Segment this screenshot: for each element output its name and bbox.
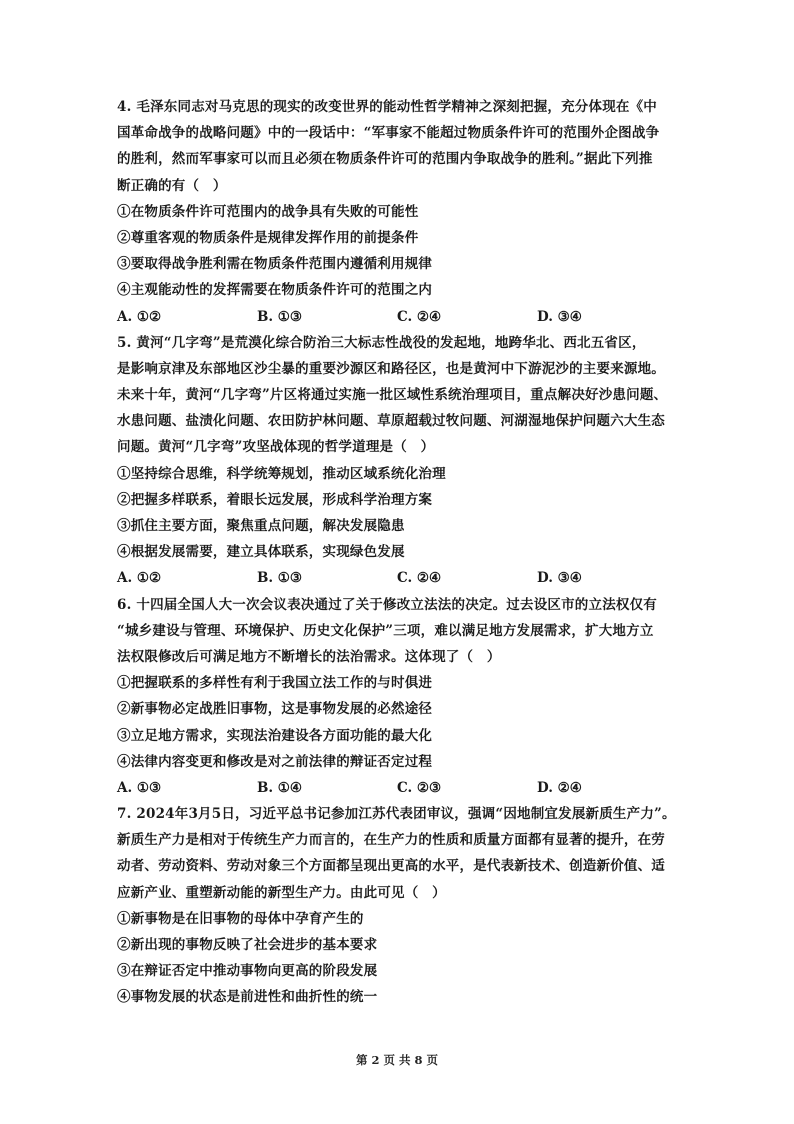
option-a: A. ①③ <box>117 779 162 796</box>
statement-item: ④事物发展的状态是前进性和曲折性的统一 <box>117 989 378 1006</box>
statement-item: ②把握多样联系，着眼长远发展，形成科学治理方案 <box>117 491 433 508</box>
statement-item: ①新事物是在旧事物的母体中孕育产生的 <box>117 910 364 927</box>
option-d: D. ③④ <box>537 570 582 587</box>
question-stem-line: 未来十年，黄河“几字弯”片区将通过实施一批区域性系统治理项目，重点解决好沙患问题、 <box>117 387 668 404</box>
statement-item: ④法律内容变更和修改是对之前法律的辩证否定过程 <box>117 753 433 770</box>
question-5 <box>117 330 677 592</box>
option-d: D. ③④ <box>537 308 582 325</box>
statement-item: ①在物质条件许可范围内的战争具有失败的可能性 <box>117 203 419 220</box>
statement-item: ③要取得战争胜利需在物质条件范围内遵循利用规律 <box>117 256 433 273</box>
statement-item: ④主观能动性的发挥需要在物质条件许可的范围之内 <box>117 282 433 299</box>
option-c: C. ②③ <box>397 779 442 796</box>
statement-item: ④根据发展需要，建立具体联系，实现绿色发展 <box>117 544 405 561</box>
question-list <box>117 94 677 1011</box>
question-4 <box>117 94 677 330</box>
option-b: B. ①③ <box>257 570 303 587</box>
option-a: A. ①② <box>117 570 162 587</box>
answer-options <box>117 304 677 330</box>
answer-options <box>117 565 677 591</box>
question-stem-line: 5. 黄河“几字弯”是荒漠化综合防治三大标志性战役的发起地，地跨华北、西北五省区， <box>117 334 646 351</box>
statement-item: ③在辩证否定中推动事物向更高的阶段发展 <box>117 963 378 980</box>
statement-item: ③立足地方需求，实现法治建设各方面功能的最大化 <box>117 727 433 744</box>
question-stem-line: 动者、劳动资料、劳动对象三个方面都呈现出更高的水平，是代表新技术、创造新价值、适 <box>117 858 665 875</box>
statement-item: ②新出现的事物反映了社会进步的基本要求 <box>117 937 378 953</box>
question-stem-line: 国革命战争的战略问题》中的一段话中：“军事家不能超过物质条件许可的范围外企图战争 <box>117 125 660 142</box>
statement-item: ③抓住主要方面，聚焦重点问题，解决发展隐患 <box>117 518 405 534</box>
option-d: D. ②④ <box>537 779 582 796</box>
question-stem-line: 的胜利，然而军事家可以而且必须在物质条件许可的范围内争取战争的胜利。”据此下列推 <box>117 151 653 168</box>
question-7 <box>117 801 677 1011</box>
page-footer: 第 2 页 共 8 页 <box>355 1053 439 1067</box>
question-stem-line: 新质生产力是相对于传统生产力而言的，在生产力的性质和质量方面都有显著的提升，在劳 <box>117 832 665 849</box>
statement-item: ①坚持综合思维，科学统筹规划，推动区域系统化治理 <box>117 465 446 482</box>
option-b: B. ①③ <box>257 308 303 325</box>
question-stem-line: 6. 十四届全国人大一次会议表决通过了关于修改立法法的决定。过去设区市的立法权仅有 <box>117 596 657 613</box>
question-stem-line: 是影响京津及东部地区沙尘暴的重要沙源区和路径区，也是黄河中下游泥沙的主要来源地。 <box>117 360 665 377</box>
option-b: B. ①④ <box>257 779 303 796</box>
statement-item: ①把握联系的多样性有利于我国立法工作的与时俱进 <box>117 675 433 692</box>
question-stem-line: 应新产业、重塑新动能的新型生产力。由此可见（ ） <box>117 884 446 901</box>
question-stem-line: 断正确的有（ ） <box>117 177 227 194</box>
question-stem-line: 水患问题、盐渍化问题、农田防护林问题、草原超载过牧问题、河湖湿地保护问题六大生态 <box>117 413 665 430</box>
statement-item: ②新事物必定战胜旧事物，这是事物发展的必然途径 <box>117 701 433 718</box>
option-a: A. ①② <box>117 308 162 325</box>
question-stem-line: 法权限修改后可满足地方不断增长的法治需求。这体现了（ ） <box>117 648 501 665</box>
answer-options <box>117 775 677 801</box>
question-6 <box>117 592 677 802</box>
question-stem-line: 问题。黄河“几字弯”攻坚战体现的哲学道理是（ ） <box>117 439 435 456</box>
option-c: C. ②④ <box>397 570 442 587</box>
question-stem-line: 7. 2024年3月5日，习近平总书记参加江苏代表团审议，强调“因地制宜发展新质生产力”。 <box>117 806 676 823</box>
statement-item: ②尊重客观的物质条件是规律发挥作用的前提条件 <box>117 229 419 246</box>
question-stem-line: “城乡建设与管理、环境保护、历史文化保护”三项，难以满足地方发展需求，扩大地方立 <box>117 622 654 639</box>
question-stem-line: 4. 毛泽东同志对马克思的现实的改变世界的能动性哲学精神之深刻把握，充分体现在《中 <box>117 99 657 115</box>
option-c: C. ②④ <box>397 308 442 325</box>
